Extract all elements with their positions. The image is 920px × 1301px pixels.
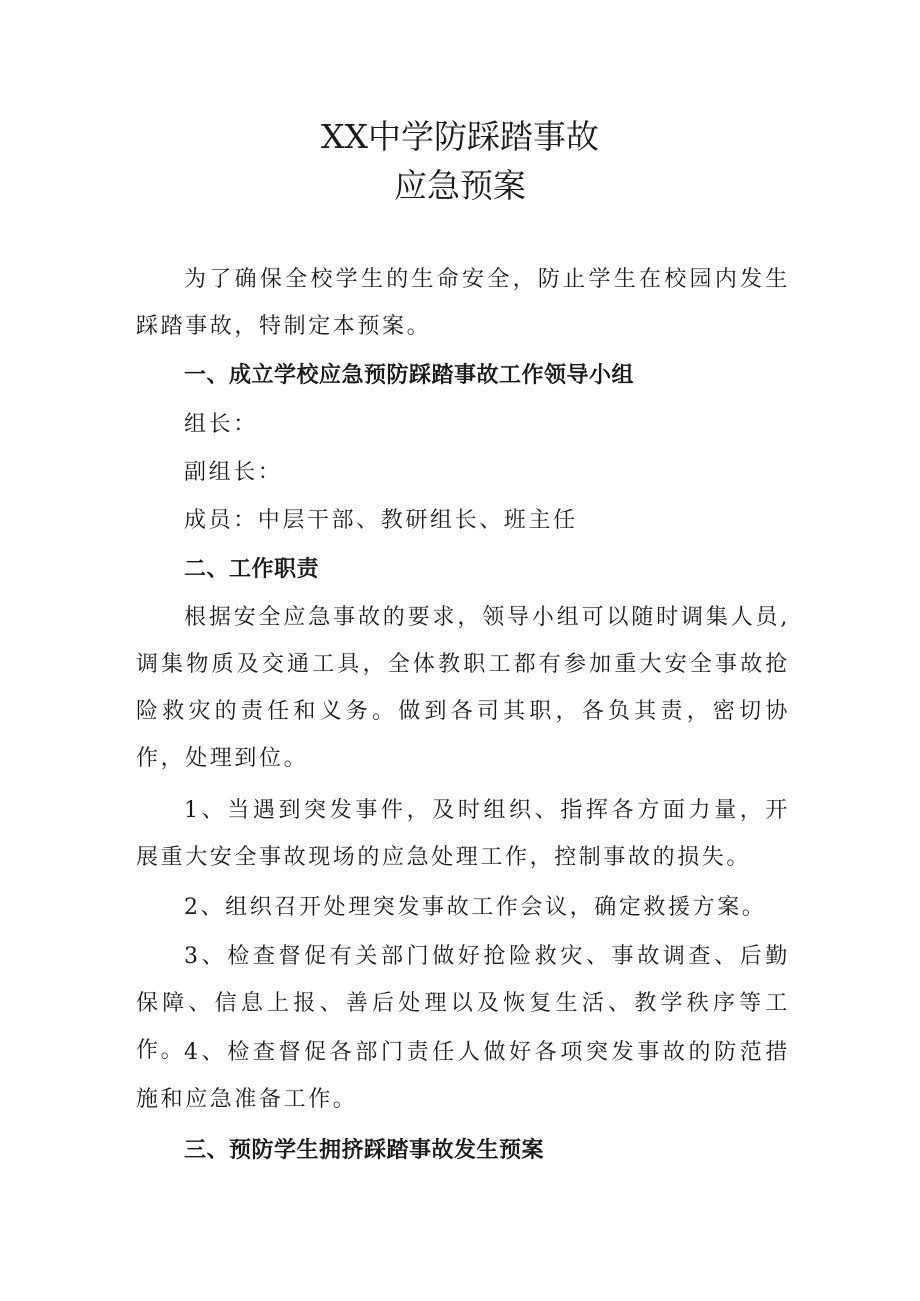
- document-subtitle: 应急预案: [394, 166, 526, 205]
- duty-item-3: 3、检查督促有关部门做好抢险救灾、事故调查、后勤保障、信息上报、善后处理以及恢复生活、教学秩序等工作。: [136, 944, 790, 1063]
- section2-heading: 二、工作职责: [184, 557, 320, 582]
- intro-paragraph: 为了确保全校学生的生命安全，防止学生在校园内发生踩踏事故，特制定本预案。: [136, 267, 790, 339]
- members-line: 成员：中层干部、教研组长、班主任: [184, 508, 578, 533]
- duty-item-4: 4、检查督促各部门责任人做好各项突发事故的防范措施和应急准备工作。: [136, 1040, 790, 1112]
- duty-item-2: 2、组织召开处理突发事故工作会议，确定救援方案。: [184, 895, 767, 920]
- duties-paragraph: 根据安全应急事故的要求，领导小组可以随时调集人员,调集物质及交通工具，全体教职工都有参加重大安全事故抢险救灾的责任和义务。做到各司其职，各负其责，密切协作，处理到位。: [136, 605, 790, 771]
- section1-heading: 一、成立学校应急预防踩踏事故工作领导小组: [184, 363, 635, 388]
- duty-item-1: 1、当遇到突发事件，及时组织、指挥各方面力量，开展重大安全事故现场的应急处理工作，控制事故的损失。: [136, 798, 790, 870]
- section3-heading: 三、预防学生拥挤踩踏事故发生预案: [184, 1138, 545, 1163]
- leader-line: 组长：: [184, 412, 258, 437]
- deputy-leader-line: 副组长：: [184, 460, 283, 485]
- document-title: XX中学防踩踏事故: [321, 117, 599, 156]
